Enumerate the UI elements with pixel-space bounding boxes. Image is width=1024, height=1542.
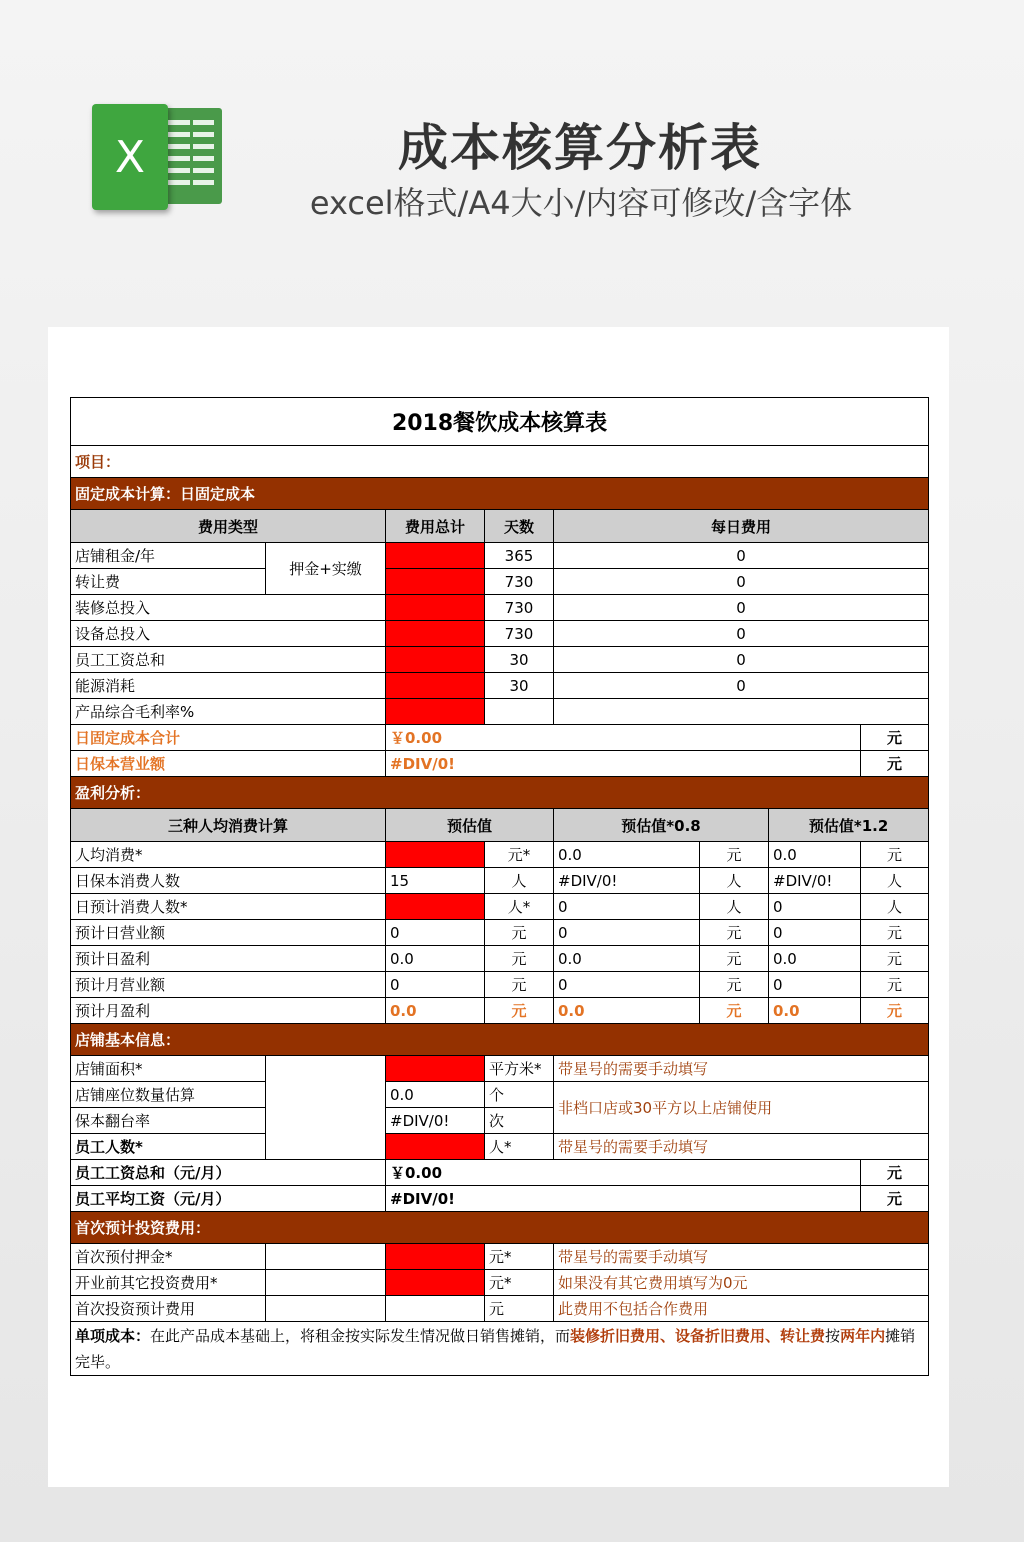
wage-avg-value: #DIV/0! [386, 1186, 861, 1212]
value-cell: 0 [554, 894, 700, 920]
unit-cell: 人 [861, 894, 929, 920]
value-cell: 0.0 [554, 998, 700, 1024]
cost-label: 转让费 [71, 569, 266, 595]
manual-fill-note: 带星号的需要手动填写 [554, 1056, 929, 1082]
value-cell: 0.0 [554, 946, 700, 972]
deposit-note: 押金+实缴 [266, 543, 386, 595]
unit-cell: 元 [700, 946, 769, 972]
profit-label: 日预计消费人数* [71, 894, 386, 920]
profit-label: 人均消费* [71, 842, 386, 868]
profit-header-row [71, 809, 929, 842]
cost-label: 装修总投入 [71, 595, 386, 621]
store-size-note: 非档口店或30平方以上店铺使用 [554, 1082, 929, 1134]
daily-cost-cell: 0 [554, 621, 929, 647]
unit-cell: 元 [485, 998, 554, 1024]
invest-label: 开业前其它投资费用* [71, 1270, 266, 1296]
value-cell: 0.0 [769, 946, 861, 972]
value-cell: #DIV/0! [769, 868, 861, 894]
unit-cell: 人* [485, 894, 554, 920]
daily-cost-cell [554, 699, 929, 725]
unit-cell: 人 [485, 868, 554, 894]
table-row [71, 1056, 929, 1082]
days-cell [485, 699, 554, 725]
table-row [71, 699, 929, 725]
invest-note: 如果没有其它费用填写为0元 [554, 1270, 929, 1296]
days-cell[interactable]: 365 [485, 543, 554, 569]
value-cell: 0 [769, 972, 861, 998]
table-row [71, 647, 929, 673]
invest-total-value [386, 1296, 485, 1322]
profit-label: 预计日营业额 [71, 920, 386, 946]
table-row [71, 621, 929, 647]
cost-total-input[interactable] [386, 647, 485, 673]
section-store-info-label: 店铺基本信息： [71, 1024, 929, 1056]
cost-total-input[interactable] [386, 673, 485, 699]
daily-cost-cell: 0 [554, 543, 929, 569]
days-cell[interactable]: 30 [485, 647, 554, 673]
store-label: 店铺座位数量估算 [71, 1082, 266, 1108]
fixed-header-row [71, 510, 929, 543]
deposit-input[interactable] [386, 1244, 485, 1270]
unit-cell: 元 [700, 972, 769, 998]
value-cell: 0 [386, 920, 485, 946]
section-store-info [71, 1024, 929, 1056]
table-row [71, 543, 929, 569]
cost-label: 设备总投入 [71, 621, 386, 647]
unit-cell: 人* [485, 1134, 554, 1160]
value-cell: 0.0 [386, 998, 485, 1024]
profit-label: 预计月盈利 [71, 998, 386, 1024]
table-row [71, 751, 929, 777]
unit-cell: 元 [700, 998, 769, 1024]
unit-cell: 元 [861, 751, 929, 777]
table-row [71, 673, 929, 699]
section-first-investment-label: 首次预计投资费用： [71, 1212, 929, 1244]
table-row [71, 1160, 929, 1186]
sheet-title-row [71, 398, 929, 446]
daily-fixed-total-label: 日固定成本合计 [71, 725, 386, 751]
unit-cell: 元* [485, 1270, 554, 1296]
manual-fill-note: 带星号的需要手动填写 [554, 1134, 929, 1160]
value-cell: 0 [769, 894, 861, 920]
unit-cell: 个 [485, 1082, 554, 1108]
value-cell: 0.0 [769, 998, 861, 1024]
section-first-investment [71, 1212, 929, 1244]
table-row [71, 1186, 929, 1212]
blank-cell [266, 1244, 386, 1270]
profit-label: 日保本消费人数 [71, 868, 386, 894]
unit-cell: 元 [485, 920, 554, 946]
days-cell[interactable]: 730 [485, 595, 554, 621]
value-cell: 0.0 [386, 946, 485, 972]
unit-cell: 元 [861, 1160, 929, 1186]
table-row [71, 894, 929, 920]
spend-input[interactable] [386, 842, 485, 868]
unit-cell: 元 [861, 972, 929, 998]
daily-cost-cell: 0 [554, 595, 929, 621]
cost-total-input[interactable] [386, 595, 485, 621]
store-label: 保本翻台率 [71, 1108, 266, 1134]
unit-cell: 元 [485, 946, 554, 972]
table-row [71, 842, 929, 868]
header-estimate-12: 预估值*1.2 [769, 809, 929, 842]
unit-cell: 元 [861, 1186, 929, 1212]
value-cell: #DIV/0! [554, 868, 700, 894]
unit-cell: 元* [485, 842, 554, 868]
cost-label: 能源消耗 [71, 673, 386, 699]
section-fixed-cost [71, 478, 929, 510]
footnote-text: 按 [825, 1326, 841, 1345]
invest-label: 首次投资预计费用 [71, 1296, 266, 1322]
value-cell: 0 [554, 972, 700, 998]
excel-letter: X [114, 131, 146, 183]
staff-input[interactable] [386, 1134, 485, 1160]
value-cell: 0 [769, 920, 861, 946]
header-cost-total: 费用总计 [386, 510, 485, 543]
unit-cell: 元 [700, 842, 769, 868]
store-label: 员工人数* [71, 1134, 266, 1160]
cost-label: 员工工资总和 [71, 647, 386, 673]
banner-subtitle: excel格式/A4大小/内容可修改/含字体 [309, 184, 853, 222]
section-profit [71, 777, 929, 809]
value-cell: 0 [554, 920, 700, 946]
other-invest-input[interactable] [386, 1270, 485, 1296]
daily-fixed-total-value: ￥0.00 [386, 725, 861, 751]
invest-note: 此费用不包括合作费用 [554, 1296, 929, 1322]
profit-label: 预计月营业额 [71, 972, 386, 998]
table-row [71, 972, 929, 998]
value-cell: 0.0 [386, 1082, 485, 1108]
table-row [71, 920, 929, 946]
days-cell[interactable]: 730 [485, 569, 554, 595]
unit-cell: 平方米* [485, 1056, 554, 1082]
unit-cell: 人 [700, 894, 769, 920]
table-row [71, 1270, 929, 1296]
days-cell[interactable]: 30 [485, 673, 554, 699]
unit-cell: 人 [700, 868, 769, 894]
unit-cell: 元 [861, 920, 929, 946]
cost-total-input[interactable] [386, 569, 485, 595]
footnote-highlight: 两年内 [840, 1326, 886, 1345]
daily-cost-cell: 0 [554, 673, 929, 699]
daily-cost-cell: 0 [554, 647, 929, 673]
margin-input[interactable] [386, 699, 485, 725]
table-row [71, 1244, 929, 1270]
invest-note: 带星号的需要手动填写 [554, 1244, 929, 1270]
wage-total-value: ￥0.00 [386, 1160, 861, 1186]
customers-input[interactable] [386, 894, 485, 920]
cost-table [70, 397, 929, 1376]
cost-total-input[interactable] [386, 621, 485, 647]
unit-cell: 元 [861, 946, 929, 972]
sheet-title: 2018餐饮成本核算表 [71, 398, 929, 446]
wage-total-label: 员工工资总和（元/月） [71, 1160, 386, 1186]
footnote-highlight: 装修折旧费用、设备折旧费用、转让费 [570, 1326, 826, 1345]
unit-cell: 元 [700, 920, 769, 946]
area-input[interactable] [386, 1056, 485, 1082]
footnote-text: 摊销完毕。 [75, 1326, 916, 1371]
table-row [71, 569, 929, 595]
wage-avg-label: 员工平均工资（元/月） [71, 1186, 386, 1212]
unit-cell: 元 [485, 1296, 554, 1322]
cost-label: 产品综合毛利率% [71, 699, 386, 725]
cost-label: 店铺租金/年 [71, 543, 266, 569]
unit-cell: 元 [861, 998, 929, 1024]
blank-cell [266, 1270, 386, 1296]
header-estimate: 预估值 [386, 809, 554, 842]
banner-title: 成本核算分析表 [398, 119, 762, 177]
unit-cell: 次 [485, 1108, 554, 1134]
break-even-value: #DIV/0! [386, 751, 861, 777]
blank-cell [266, 1056, 386, 1160]
value-cell: 0.0 [769, 842, 861, 868]
value-cell: 15 [386, 868, 485, 894]
project-row [71, 446, 929, 478]
footnote-text: 在此产品成本基础上，将租金按实际发生情况做日销售摊销，而 [150, 1326, 571, 1345]
table-row [71, 946, 929, 972]
blank-cell [266, 1296, 386, 1322]
unit-cell: 元 [861, 725, 929, 751]
break-even-label: 日保本营业额 [71, 751, 386, 777]
excel-icon [92, 104, 168, 210]
table-row [71, 725, 929, 751]
header-days: 天数 [485, 510, 554, 543]
table-row [71, 1296, 929, 1322]
section-fixed-cost-label: 固定成本计算：日固定成本 [71, 478, 929, 510]
value-cell: #DIV/0! [386, 1108, 485, 1134]
daily-cost-cell: 0 [554, 569, 929, 595]
table-row [71, 868, 929, 894]
profit-label: 预计日盈利 [71, 946, 386, 972]
days-cell[interactable]: 730 [485, 621, 554, 647]
value-cell: 0.0 [554, 842, 700, 868]
unit-cell: 人 [861, 868, 929, 894]
store-label: 店铺面积* [71, 1056, 266, 1082]
unit-cell: 元* [485, 1244, 554, 1270]
header-estimate-08: 预估值*0.8 [554, 809, 769, 842]
project-label[interactable]: 项目： [71, 446, 929, 478]
invest-label: 首次预付押金* [71, 1244, 266, 1270]
footnote-row [71, 1322, 929, 1376]
value-cell: 0 [386, 972, 485, 998]
footnote [71, 1322, 929, 1376]
header-spend-calc: 三种人均消费计算 [71, 809, 386, 842]
header-daily-cost: 每日费用 [554, 510, 929, 543]
section-profit-label: 盈利分析： [71, 777, 929, 809]
table-row [71, 595, 929, 621]
table-row [71, 1082, 929, 1108]
table-row [71, 1134, 929, 1160]
unit-cell: 元 [485, 972, 554, 998]
footnote-label: 单项成本： [75, 1326, 151, 1345]
unit-cell: 元 [861, 842, 929, 868]
table-row [71, 998, 929, 1024]
cost-total-input[interactable] [386, 543, 485, 569]
header-cost-type: 费用类型 [71, 510, 386, 543]
